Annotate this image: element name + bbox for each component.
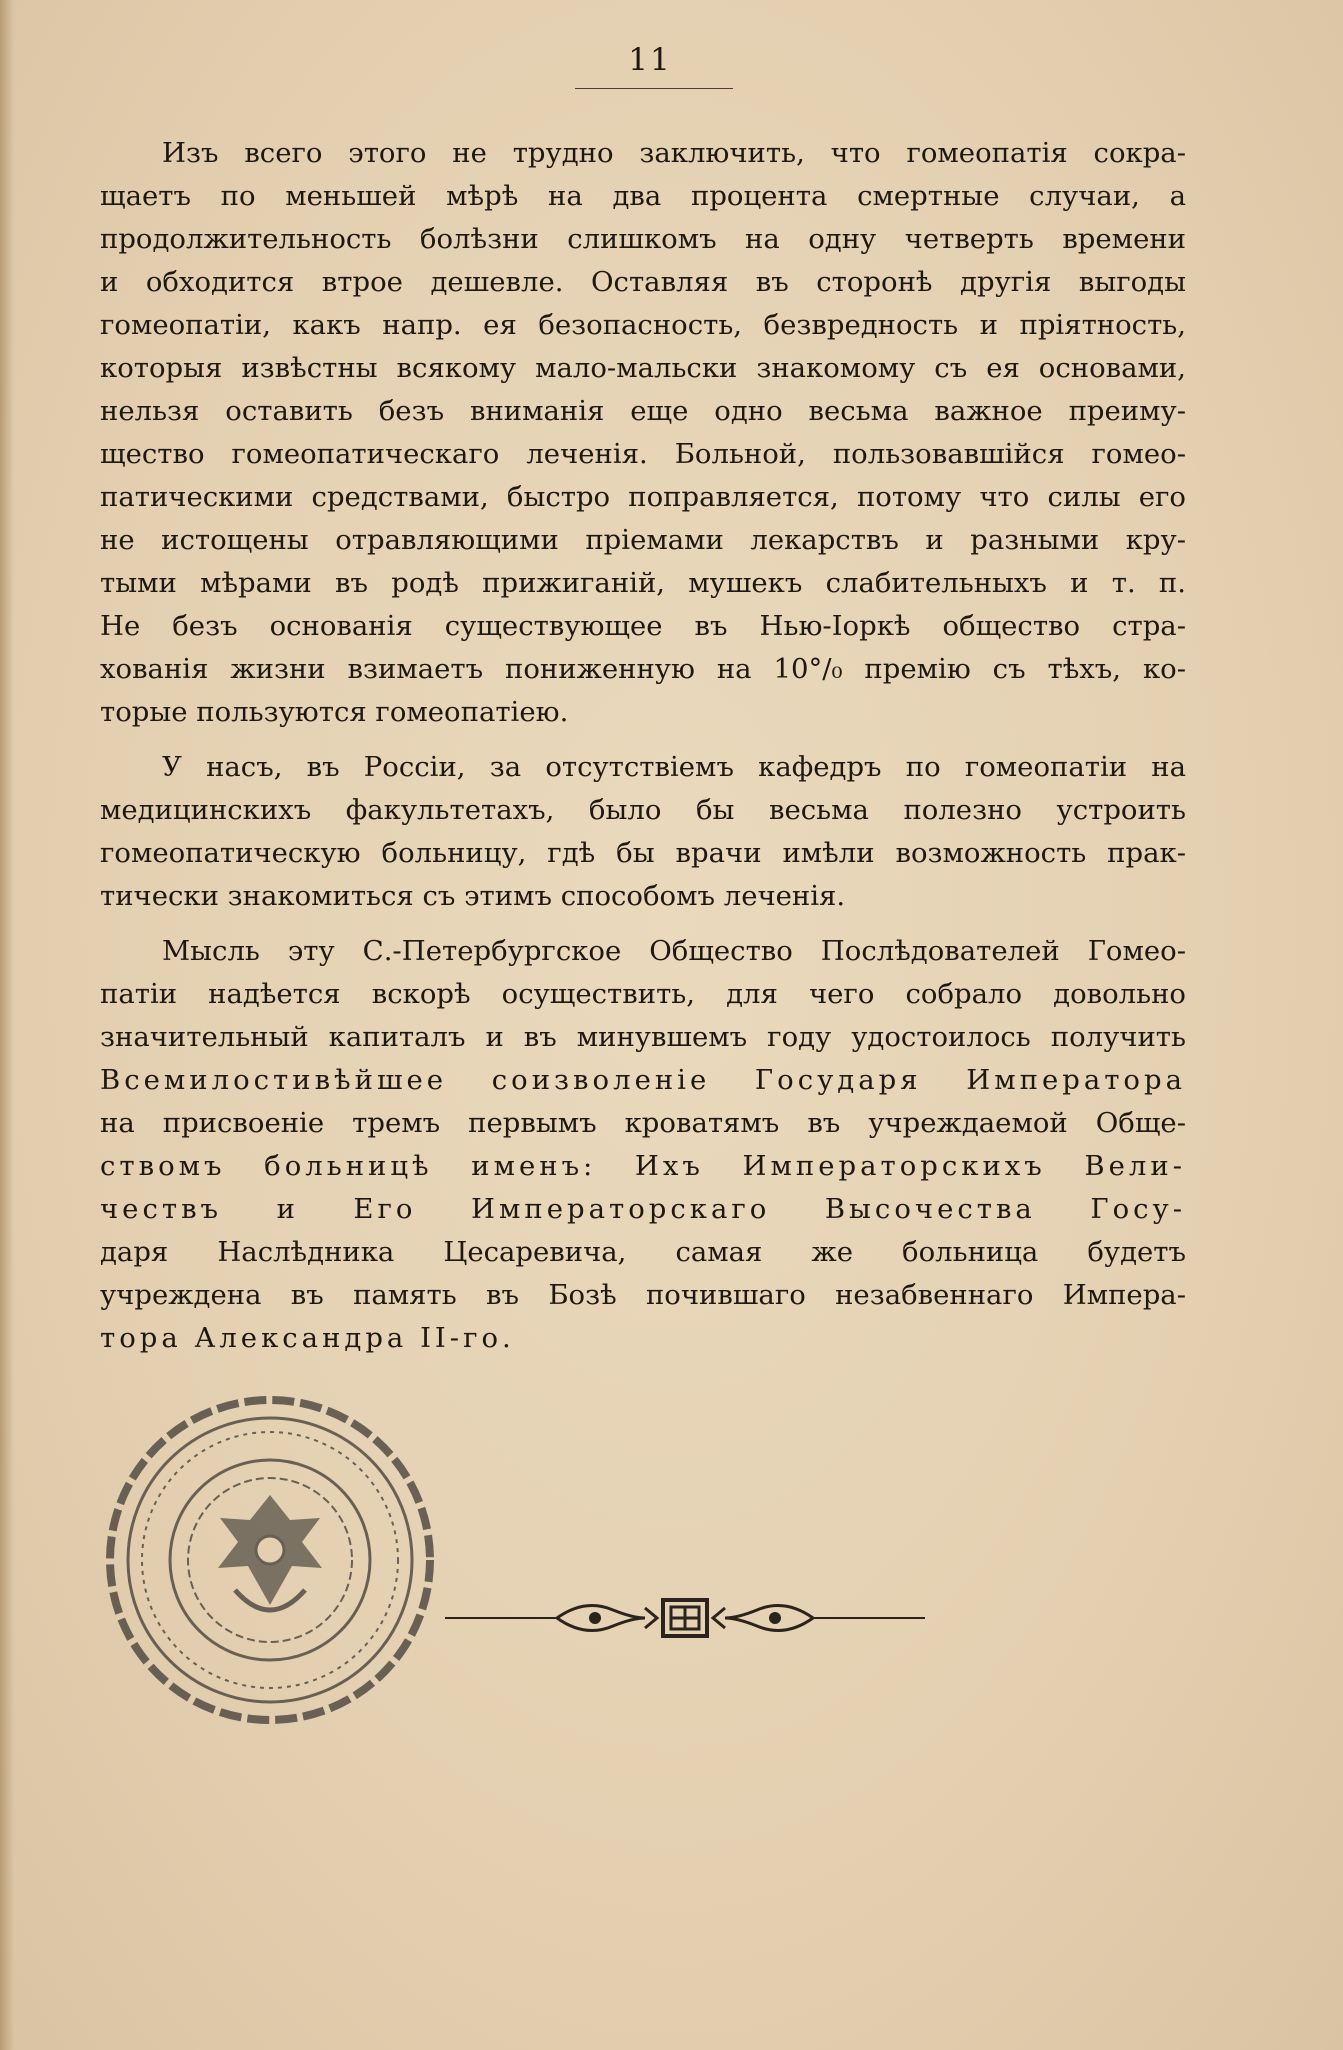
text-line: значительный капиталъ и въ минувшемъ году удостоилось получить xyxy=(100,1021,1186,1053)
text-line: гомеопатіи, какъ напр. ея безопасность, безвредность и пріятность, xyxy=(100,309,1186,341)
text-line: тыми мѣрами въ родѣ прижиганій, мушекъ слабительныхъ и т. п. xyxy=(100,567,1186,599)
text-line: ствомъ больницѣ именъ: Ихъ Императорскихъ Вели- xyxy=(100,1150,1186,1182)
text-line: У насъ, въ Россіи, за отсутствіемъ кафедръ по гомеопатіи на xyxy=(162,751,1186,783)
text-line: Мысль эту С.-Петербургское Общество Послѣдователей Гомео- xyxy=(162,935,1186,967)
text-line: Не безъ основанія существующее въ Нью-Іоркѣ общество стра- xyxy=(100,610,1186,642)
text-line: нельзя оставить безъ вниманія еще одно весьма важное преиму- xyxy=(100,395,1186,427)
page-number: 11 xyxy=(628,42,672,78)
text-line: Всемилостивѣйшее соизволеніе Государя Императора xyxy=(100,1064,1186,1096)
page-edge-shadow xyxy=(0,0,14,2050)
text-line: на присвоеніе тремъ первымъ кроватямъ въ учреждаемой Обще- xyxy=(100,1107,1186,1139)
text-line: медицинскихъ факультетахъ, было бы весьма полезно устроить xyxy=(100,794,1186,826)
text-line: и обходится втрое дешевле. Оставляя въ сторонѣ другія выгоды xyxy=(100,266,1186,298)
text-line: торые пользуются гомеопатіею. xyxy=(100,696,569,728)
text-line: хованія жизни взимаетъ пониженную на 10°/₀ премію съ тѣхъ, ко- xyxy=(100,653,1186,685)
header-rule xyxy=(575,88,733,89)
text-line: учреждена въ память въ Бозѣ почившаго незабвеннаго Импера- xyxy=(100,1279,1186,1311)
library-stamp-icon xyxy=(100,1390,440,1730)
text-line: не истощены отравляющими пріемами лекарствъ и разными кру- xyxy=(100,524,1186,556)
text-line: продолжительность болѣзни слишкомъ на одну четверть времени xyxy=(100,223,1186,255)
text-line: тора Александра II-го. xyxy=(100,1322,515,1354)
ornament-divider-icon xyxy=(445,1590,925,1646)
body-text xyxy=(100,132,1186,1360)
text-line: которыя извѣстны всякому мало-мальски знакомому съ ея основами, xyxy=(100,352,1186,384)
text-line: патическими средствами, быстро поправляется, потому что силы его xyxy=(100,481,1186,513)
text-line: даря Наслѣдника Цесаревича, самая же больница будетъ xyxy=(100,1236,1186,1268)
text-line: чествъ и Его Императорскаго Высочества Госу- xyxy=(100,1193,1186,1225)
text-line: щаетъ по меньшей мѣрѣ на два процента смертные случаи, а xyxy=(100,180,1186,212)
text-line: тически знакомиться съ этимъ способомъ леченія. xyxy=(100,880,846,912)
text-line: гомеопатическую больницу, гдѣ бы врачи имѣли возможность прак- xyxy=(100,837,1186,869)
text-line: патіи надѣется вскорѣ осуществить, для чего собрало довольно xyxy=(100,978,1186,1010)
text-line: щество гомеопатическаго леченія. Больной, пользовавшійся гомео- xyxy=(100,438,1186,470)
text-line: Изъ всего этого не трудно заключить, что гомеопатія сокра- xyxy=(162,137,1186,169)
